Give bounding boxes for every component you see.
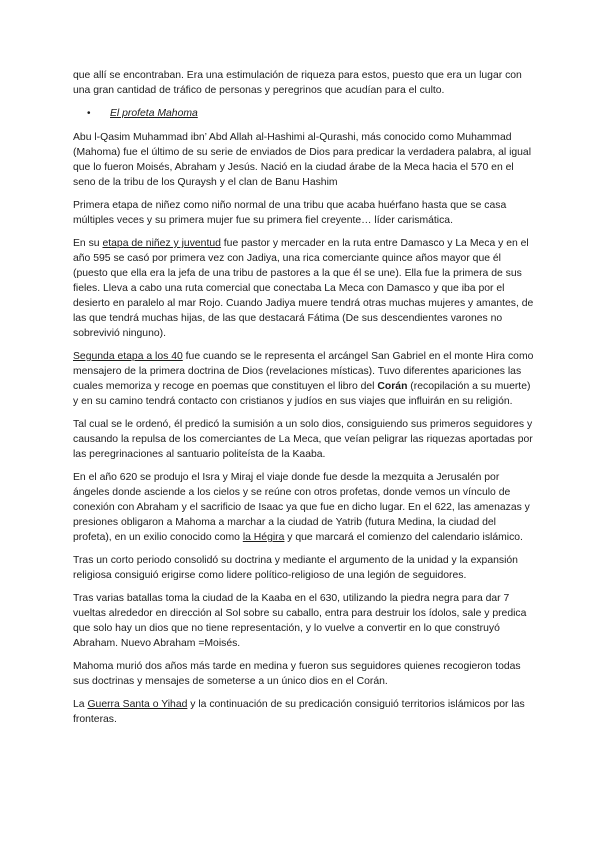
paragraph-text: En el año 620 se produjo el Isra y Miraj el viaje donde fue desde la mezquita a Jerusalén por ángeles donde asciende a los cielos y se reúne con otros profetas, donde vemos un vínculo de conexión con Abraham y el sacrificio de Isaac ya que fue en dicho lugar. En el 622, las amenazas y presiones obligaron a Mahoma a marchar a la ciudad de Yatrib (futura Medina, la ciudad del profeta), en un exilio conocido como: [73, 472, 530, 543]
childhood-youth-link[interactable]: etapa de niñez y juventud: [102, 238, 221, 249]
section-heading: [73, 106, 535, 121]
paragraph-holy-war: [73, 697, 535, 727]
paragraph-text: Tal cual se le ordenó, él predicó la sumisión a un solo dios, consiguiendo sus primeros seguidores y causando la repulsa de los comerciantes de La Meca, que veían peligrar las riquezas aportadas por las peregrinaciones al santuario politeísta de la Kaaba.: [73, 419, 533, 460]
paragraph-text: Mahoma murió dos años más tarde en medina y fueron sus seguidores quienes recogieron todas sus doctrinas y mensajes de someterse a un único dios en el Corán.: [73, 661, 521, 687]
paragraph-text: Abu l-Qasim Muhammad ibn’ Abd Allah al-Hashimi al-Qurashi, más conocido como Muhammad (Mahoma) fue el último de su serie de enviados de Dios para predicar la verdadera palabra, al igual que lo fueron Moisés, Abraham y Jesús. Nació en la ciudad árabe de la Meca hacia el 570 en el seno de la tribu de los Quraysh y el clan de Banu Hashim: [73, 132, 532, 188]
paragraph-text: y la continuación de su predicación consiguió territorios islámicos por las fronteras.: [73, 699, 525, 725]
paragraph-text: (recopilación a su muerte) y en su camino tendrá contacto con cristianos y judíos en sus viajes que influirán en su religión.: [73, 381, 531, 407]
paragraph-text: En su: [73, 238, 103, 249]
paragraph-childhood-youth: [73, 236, 535, 341]
paragraph-kaaba: [73, 591, 535, 651]
holy-war-link[interactable]: Guerra Santa o Yihad: [87, 699, 188, 710]
paragraph-text: y que marcará el comienzo del calendario islámico.: [284, 532, 523, 543]
paragraph-first-stage: [73, 198, 535, 228]
paragraph-consolidation: [73, 553, 535, 583]
paragraph-death: [73, 659, 535, 689]
paragraph-biography: [73, 130, 535, 190]
hegira-link[interactable]: la Hégira: [242, 532, 285, 543]
document-page: [73, 68, 535, 735]
paragraph-hegira: [73, 470, 535, 545]
paragraph-text: Tras varias batallas toma la ciudad de la Kaaba en el 630, utilizando la piedra negra para dar 7 vueltas alrededor en dirección al Sol sobre su caballo, entra para destruir los ídolos, sale y predica que solo hay un dios que no tiene representación, y lo vuelve a convertir en lo que construyó Abraham. Nuevo Abraham =Moisés.: [73, 593, 527, 649]
intro-paragraph: [73, 68, 535, 98]
intro-text: que allí se encontraban. Era una estimulación de riqueza para estos, puesto que era un lugar con una gran cantidad de tráfico de personas y peregrinos que acudían para el culto.: [73, 70, 522, 96]
paragraph-text: fue pastor y mercader en la ruta entre Damasco y La Meca y en el año 595 se casó por primera vez con Jadiya, una rica comerciante quince años mayor que él (puesto que ella era la jefa de una tribu de pastores a la que él se une). Ella fue la primera de sus fieles. Lleva a cabo una ruta comercial que conectaba La Meca con Damasco y que iba por el desierto en paralelo al mar Rojo. Cuando Jadiya muere tendrá otras muchas mujeres y amantes, de las que tendrá muchas hijas, de las que destacará Fátima (De sus descendientes varones no sobrevivió ninguno).: [73, 238, 534, 339]
paragraph-text: Primera etapa de niñez como niño normal de una tribu que acaba huérfano hasta que se casa múltiples veces y su primera mujer fue su primera fiel creyente… líder carismática.: [73, 200, 507, 226]
paragraph-text: fue cuando se le representa el arcángel San Gabriel en el monte Hira como mensajero de la primera doctrina de Dios (revelaciones místicas). Tuvo diferentes apariciones las cuales memoriza y recoge en poemas que constituyen el libro del: [73, 351, 534, 392]
section-heading-link[interactable]: El profeta Mahoma: [110, 108, 198, 119]
bullet-icon: •: [87, 108, 91, 119]
paragraph-second-stage: [73, 349, 535, 409]
paragraph-text: Tras un corto periodo consolidó su doctrina y mediante el argumento de la unidad y la expansión religiosa consiguió erigirse como lidere político-religioso de una legión de seguidores.: [73, 555, 518, 581]
coran-bold-term: Corán: [377, 381, 408, 392]
paragraph-preaching: [73, 417, 535, 462]
paragraph-text: La: [73, 699, 88, 710]
second-stage-link[interactable]: Segunda etapa a los 40: [73, 351, 183, 362]
